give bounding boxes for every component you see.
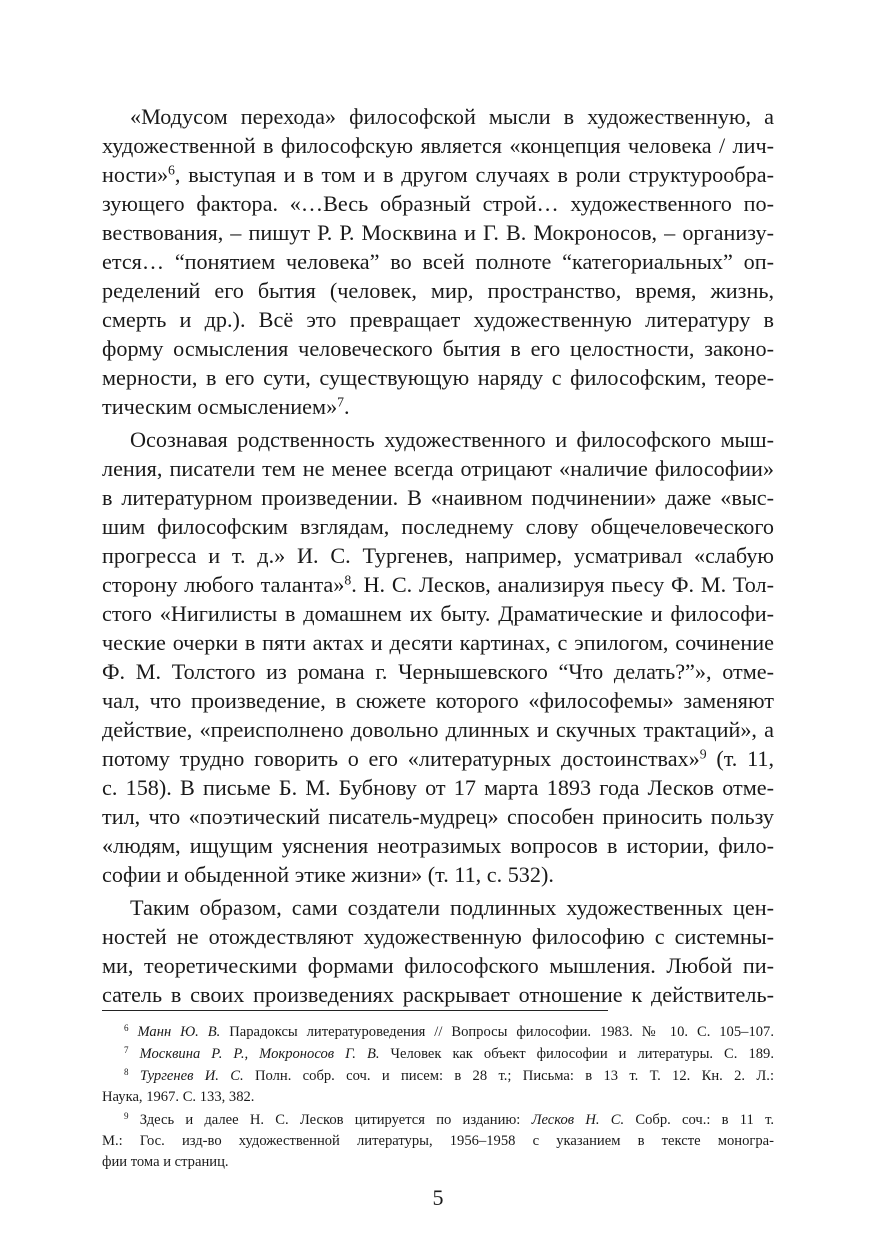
footnote-ref: 8 xyxy=(344,572,352,588)
body-line: «людям, ищущим уяснения неотразимых вопросов в истории, фило- xyxy=(102,833,774,858)
body-line: ределений его бытия (человек, мир, пространство, время, жизнь, xyxy=(102,278,774,303)
footnote: $^7$ Москвина Р. Р., Мокроносов Г. В. Человек как объект философии и литературы. С. 189. xyxy=(124,1045,774,1062)
body-line: сатель в своих произведениях раскрывает отношение к действитель- xyxy=(102,982,774,1007)
body-line: ления, писатели тем не менее всегда отрицают «наличие философии» xyxy=(102,456,774,481)
body-line: сторону любого таланта»$^8$. Н. С. Лесков, анализируя пьесу Ф. М. Тол- xyxy=(102,572,774,597)
body-line: Таким образом, сами создатели подлинных художественных цен- xyxy=(130,895,774,920)
body-line: прогресса и т. д.» И. С. Тургенев, например, усматривал «слабую xyxy=(102,543,774,568)
body-line: вествования, – пишут Р. Р. Москвина и Г. В. Мокроносов, – организу- xyxy=(102,220,774,245)
body-line: ческие очерки в пяти актах и десяти картинах, с эпилогом, сочинение xyxy=(102,630,774,655)
body-line: художественной в философскую является «концепция человека / лич- xyxy=(102,133,774,158)
footnote: $^9$ Здесь и далее Н. С. Лесков цитируется по изданию: Лесков Н. С. Собр. соч.: в 11 т. xyxy=(124,1111,774,1128)
footnote: $^6$ Манн Ю. В. Парадоксы литературоведения // Вопросы философии. 1983. № 10. С. 105–107. xyxy=(124,1023,774,1040)
body-line: ми, теоретическими формами философского мышления. Любой пи- xyxy=(102,953,774,978)
body-line: шим философским взглядам, последнему слову общечеловеческого xyxy=(102,514,774,539)
body-line: в литературном произведении. В «наивном подчинении» даже «выс- xyxy=(102,485,774,510)
body-line: форму осмысления человеческого бытия в его целостности, законо- xyxy=(102,336,774,361)
body-line: тил, что «поэтический писатель-мудрец» способен приносить пользу xyxy=(102,804,774,829)
body-line: чал, что произведение, в сюжете которого «философемы» заменяют xyxy=(102,688,774,713)
footnote-ref: 7 xyxy=(337,394,345,410)
body-line: действие, «преисполнено довольно длинных и скучных трактаций», а xyxy=(102,717,774,742)
body-line: ется… “понятием человека” во всей полноте “категориальных” оп- xyxy=(102,249,774,274)
body-line: тическим осмыслением»$^7$. xyxy=(102,394,350,419)
body-line: зующего фактора. «…Весь образный строй… художественного по- xyxy=(102,191,774,216)
page-number: 5 xyxy=(432,1185,444,1210)
body-line: Ф. М. Толстого из романа г. Чернышевского “Что делать?”», отме- xyxy=(102,659,774,684)
body-line: мерности, в его сути, существующую наряду с философским, теоре- xyxy=(102,365,774,390)
footnote-ref: 9 xyxy=(699,746,707,762)
footnote-continued: фии тома и страниц. xyxy=(102,1154,229,1170)
body-line: смерть и др.). Всё это превращает художественную литературу в xyxy=(102,307,774,332)
body-line: стого «Нигилисты в домашнем их быту. Драматические и философи- xyxy=(102,601,774,626)
body-line: Осознавая родственность художественного и философского мыш- xyxy=(130,427,774,452)
body-line: потому трудно говорить о его «литературных достоинствах»$^9$ (т. 11, xyxy=(102,746,774,771)
footnote-ref: 6 xyxy=(168,162,175,178)
footnote-separator xyxy=(102,1010,608,1011)
body-line: ности»$^6$, выступая и в том и в другом случаях в роли структурообра- xyxy=(102,162,774,187)
body-line: софии и обыденной этике жизни» (т. 11, с. 532). xyxy=(102,862,554,887)
body-line: ностей не отождествляют художественную философию с системны- xyxy=(102,924,774,949)
footnote: $^8$ Тургенев И. С. Полн. собр. соч. и писем: в 28 т.; Письма: в 13 т. Т. 12. Кн. 2. Л.: xyxy=(124,1067,774,1084)
body-line: «Модусом перехода» философской мысли в художественную, а xyxy=(130,104,774,129)
footnote-continued: Наука, 1967. С. 133, 382. xyxy=(102,1089,255,1105)
body-line: с. 158). В письме Б. М. Бубнову от 17 марта 1893 года Лесков отме- xyxy=(102,775,774,800)
footnote-continued: М.: Гос. изд-во художественной литературы, 1956–1958 с указанием в тексте моногра- xyxy=(102,1133,774,1149)
